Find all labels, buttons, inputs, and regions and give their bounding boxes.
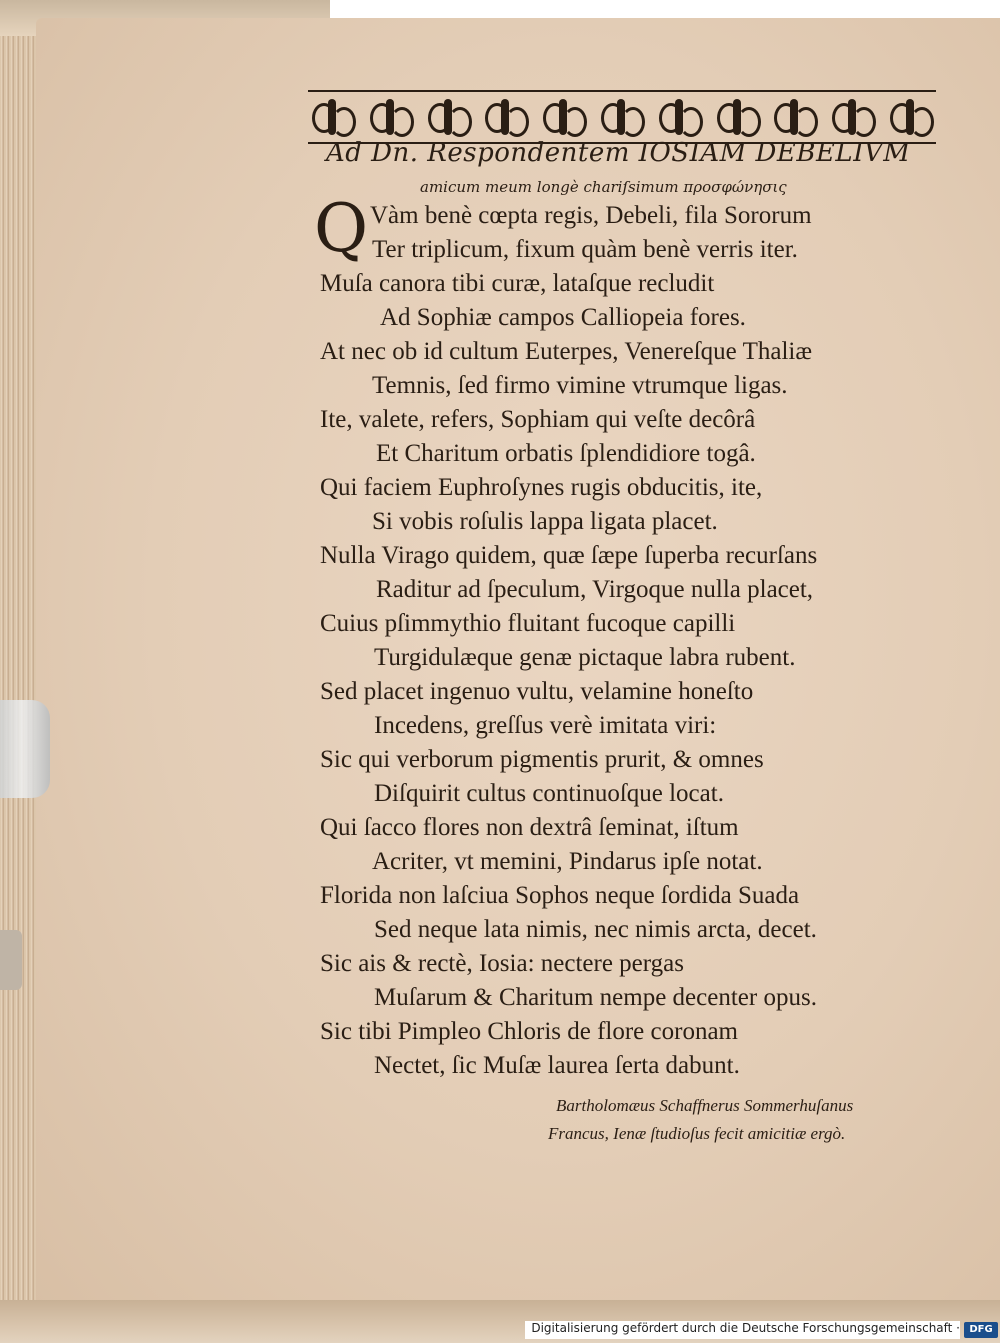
- poem-line: Diſquirit cultus continuoſque locat.: [374, 780, 724, 807]
- page-tab: [0, 930, 22, 990]
- signature-line-1: Bartholomæus Schaffnerus Sommerhuſanus: [556, 1096, 854, 1115]
- drop-cap: Q: [314, 190, 369, 267]
- poem-line: Nectet, ſic Muſæ laurea ſerta dabunt.: [374, 1052, 740, 1079]
- book-page-edges: [0, 0, 40, 1343]
- poem-line: Nulla Virago quidem, quæ ſæpe ſuperba recurſans: [320, 542, 818, 569]
- ornament-icon: [655, 95, 705, 139]
- ornament-icon: [308, 95, 358, 139]
- poem-line: Sed neque lata nimis, nec nimis arcta, decet.: [374, 916, 817, 943]
- poem-line: Sic tibi Pimpleo Chloris de flore coronam: [320, 1018, 738, 1045]
- poem-line: Vàm benè cœpta regis, Debeli, fila Sororum: [370, 202, 812, 229]
- poem-heading: Ad Dn. Respondentem IOSIAM DEBELIVM: [326, 138, 911, 168]
- dfg-logo: DFG: [964, 1322, 998, 1338]
- signature-line-2: Francus, Ienæ ſtudioſus fecit amicitiæ ergò.: [548, 1124, 846, 1143]
- poem-line: Muſa canora tibi curæ, lataſque recludit: [320, 270, 715, 297]
- poem-line: Sed placet ingenuo vultu, velamine honeſto: [320, 678, 754, 705]
- ornament-icon: [481, 95, 531, 139]
- poem-line: Ite, valete, refers, Sophiam qui veſte decôrâ: [320, 406, 756, 433]
- ornament-icon: [713, 95, 763, 139]
- poem-line: Sic qui verborum pigmentis prurit, & omnes: [320, 746, 764, 773]
- poem-subheading: amicum meum longè chariſsimum προσφώνησις: [420, 178, 787, 196]
- poem-line: Qui faciem Euphroſynes rugis obducitis, ite,: [320, 474, 763, 501]
- poem-line: Temnis, ſed firmo vimine vtrumque ligas.: [372, 372, 788, 399]
- poem-line: Et Charitum orbatis ſplendidiore togâ.: [376, 440, 756, 467]
- poem-line: Ad Sophiæ campos Calliopeia fores.: [380, 304, 746, 331]
- page-clip: [0, 700, 50, 798]
- ornament-icon: [597, 95, 647, 139]
- poem-line: Si vobis roſulis lappa ligata placet.: [372, 508, 718, 535]
- poem-line: Acriter, vt memini, Pindarus ipſe notat.: [372, 848, 763, 875]
- digitization-credit: Digitalisierung gefördert durch die Deutsche Forschungsgemeinschaft ·: [525, 1321, 960, 1339]
- poem-line: Turgidulæque genæ pictaque labra rubent.: [374, 644, 796, 671]
- ornament-icon: [539, 95, 589, 139]
- decorative-ornament-band: [308, 90, 936, 144]
- ornament-icon: [366, 95, 416, 139]
- poem-line: Ter triplicum, fixum quàm benè verris iter.: [372, 236, 798, 263]
- poem-line: Sic ais & rectè, Iosia: nectere pergas: [320, 950, 684, 977]
- poem-line: At nec ob id cultum Euterpes, Venereſque Thaliæ: [320, 338, 813, 365]
- poem-line: Muſarum & Charitum nempe decenter opus.: [374, 984, 817, 1011]
- poem-line: Qui ſacco flores non dextrâ ſeminat, iſtum: [320, 814, 739, 841]
- poem-line: Florida non laſciua Sophos neque ſordida Suada: [320, 882, 800, 909]
- ornament-icon: [886, 95, 936, 139]
- ornament-icon: [424, 95, 474, 139]
- ornament-icon: [828, 95, 878, 139]
- ornament-icon: [770, 95, 820, 139]
- poem-line: Cuius pſimmythio fluitant fucoque capilli: [320, 610, 736, 637]
- poem-line: Raditur ad ſpeculum, Virgoque nulla placet,: [376, 576, 814, 603]
- poem-line: Incedens, greſſus verè imitata viri:: [374, 712, 717, 739]
